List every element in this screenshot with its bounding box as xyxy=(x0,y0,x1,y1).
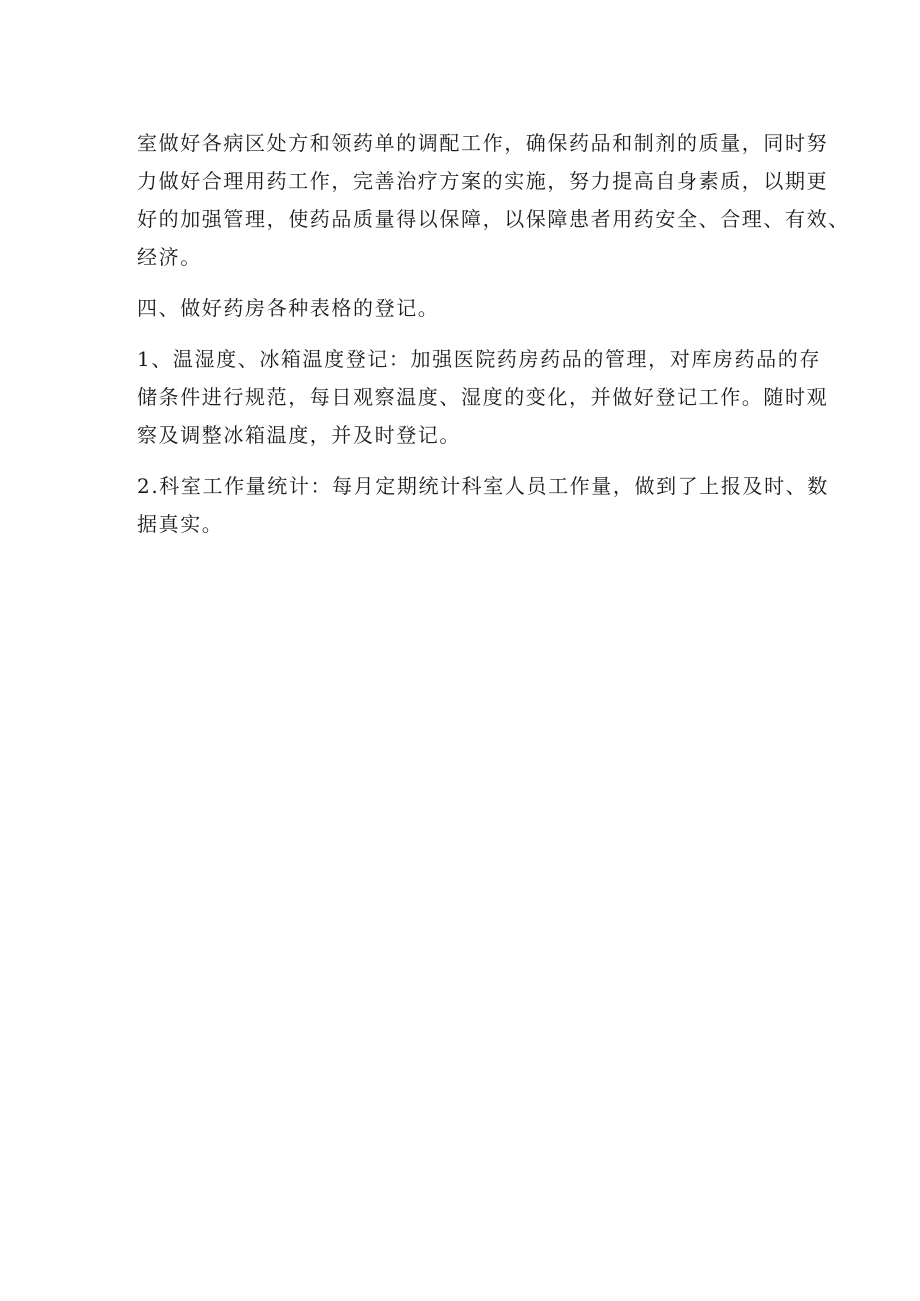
paragraph-temperature-log xyxy=(137,340,829,454)
document-body xyxy=(137,124,850,543)
text-line: 经济。 xyxy=(137,245,202,269)
text-line: 好的加强管理，使药品质量得以保障，以保障患者用药安全、合理、有效、 xyxy=(137,207,850,231)
text-line: 储条件进行规范，每日观察温度、湿度的变化，并做好登记工作。随时观 xyxy=(137,385,829,409)
section-heading-forms xyxy=(137,289,817,327)
text-line: 室做好各病区处方和领药单的调配工作，确保药品和制剂的质量，同时努 xyxy=(137,131,829,155)
text-line: 察及调整冰箱温度，并及时登记。 xyxy=(137,423,461,447)
text-line: 2.科室工作量统计：每月定期统计科室人员工作量，做到了上报及时、数 xyxy=(137,474,829,498)
text-line: 1、温湿度、冰箱温度登记：加强医院药房药品的管理，对库房药品的存 xyxy=(137,347,821,371)
text-line: 据真实。 xyxy=(137,512,224,536)
text-line: 力做好合理用药工作，完善治疗方案的实施，努力提高自身素质，以期更 xyxy=(137,169,829,193)
paragraph-dispensing xyxy=(137,124,850,276)
heading-line: 四、做好药房各种表格的登记。 xyxy=(137,296,440,320)
paragraph-workload-stats xyxy=(137,467,829,543)
